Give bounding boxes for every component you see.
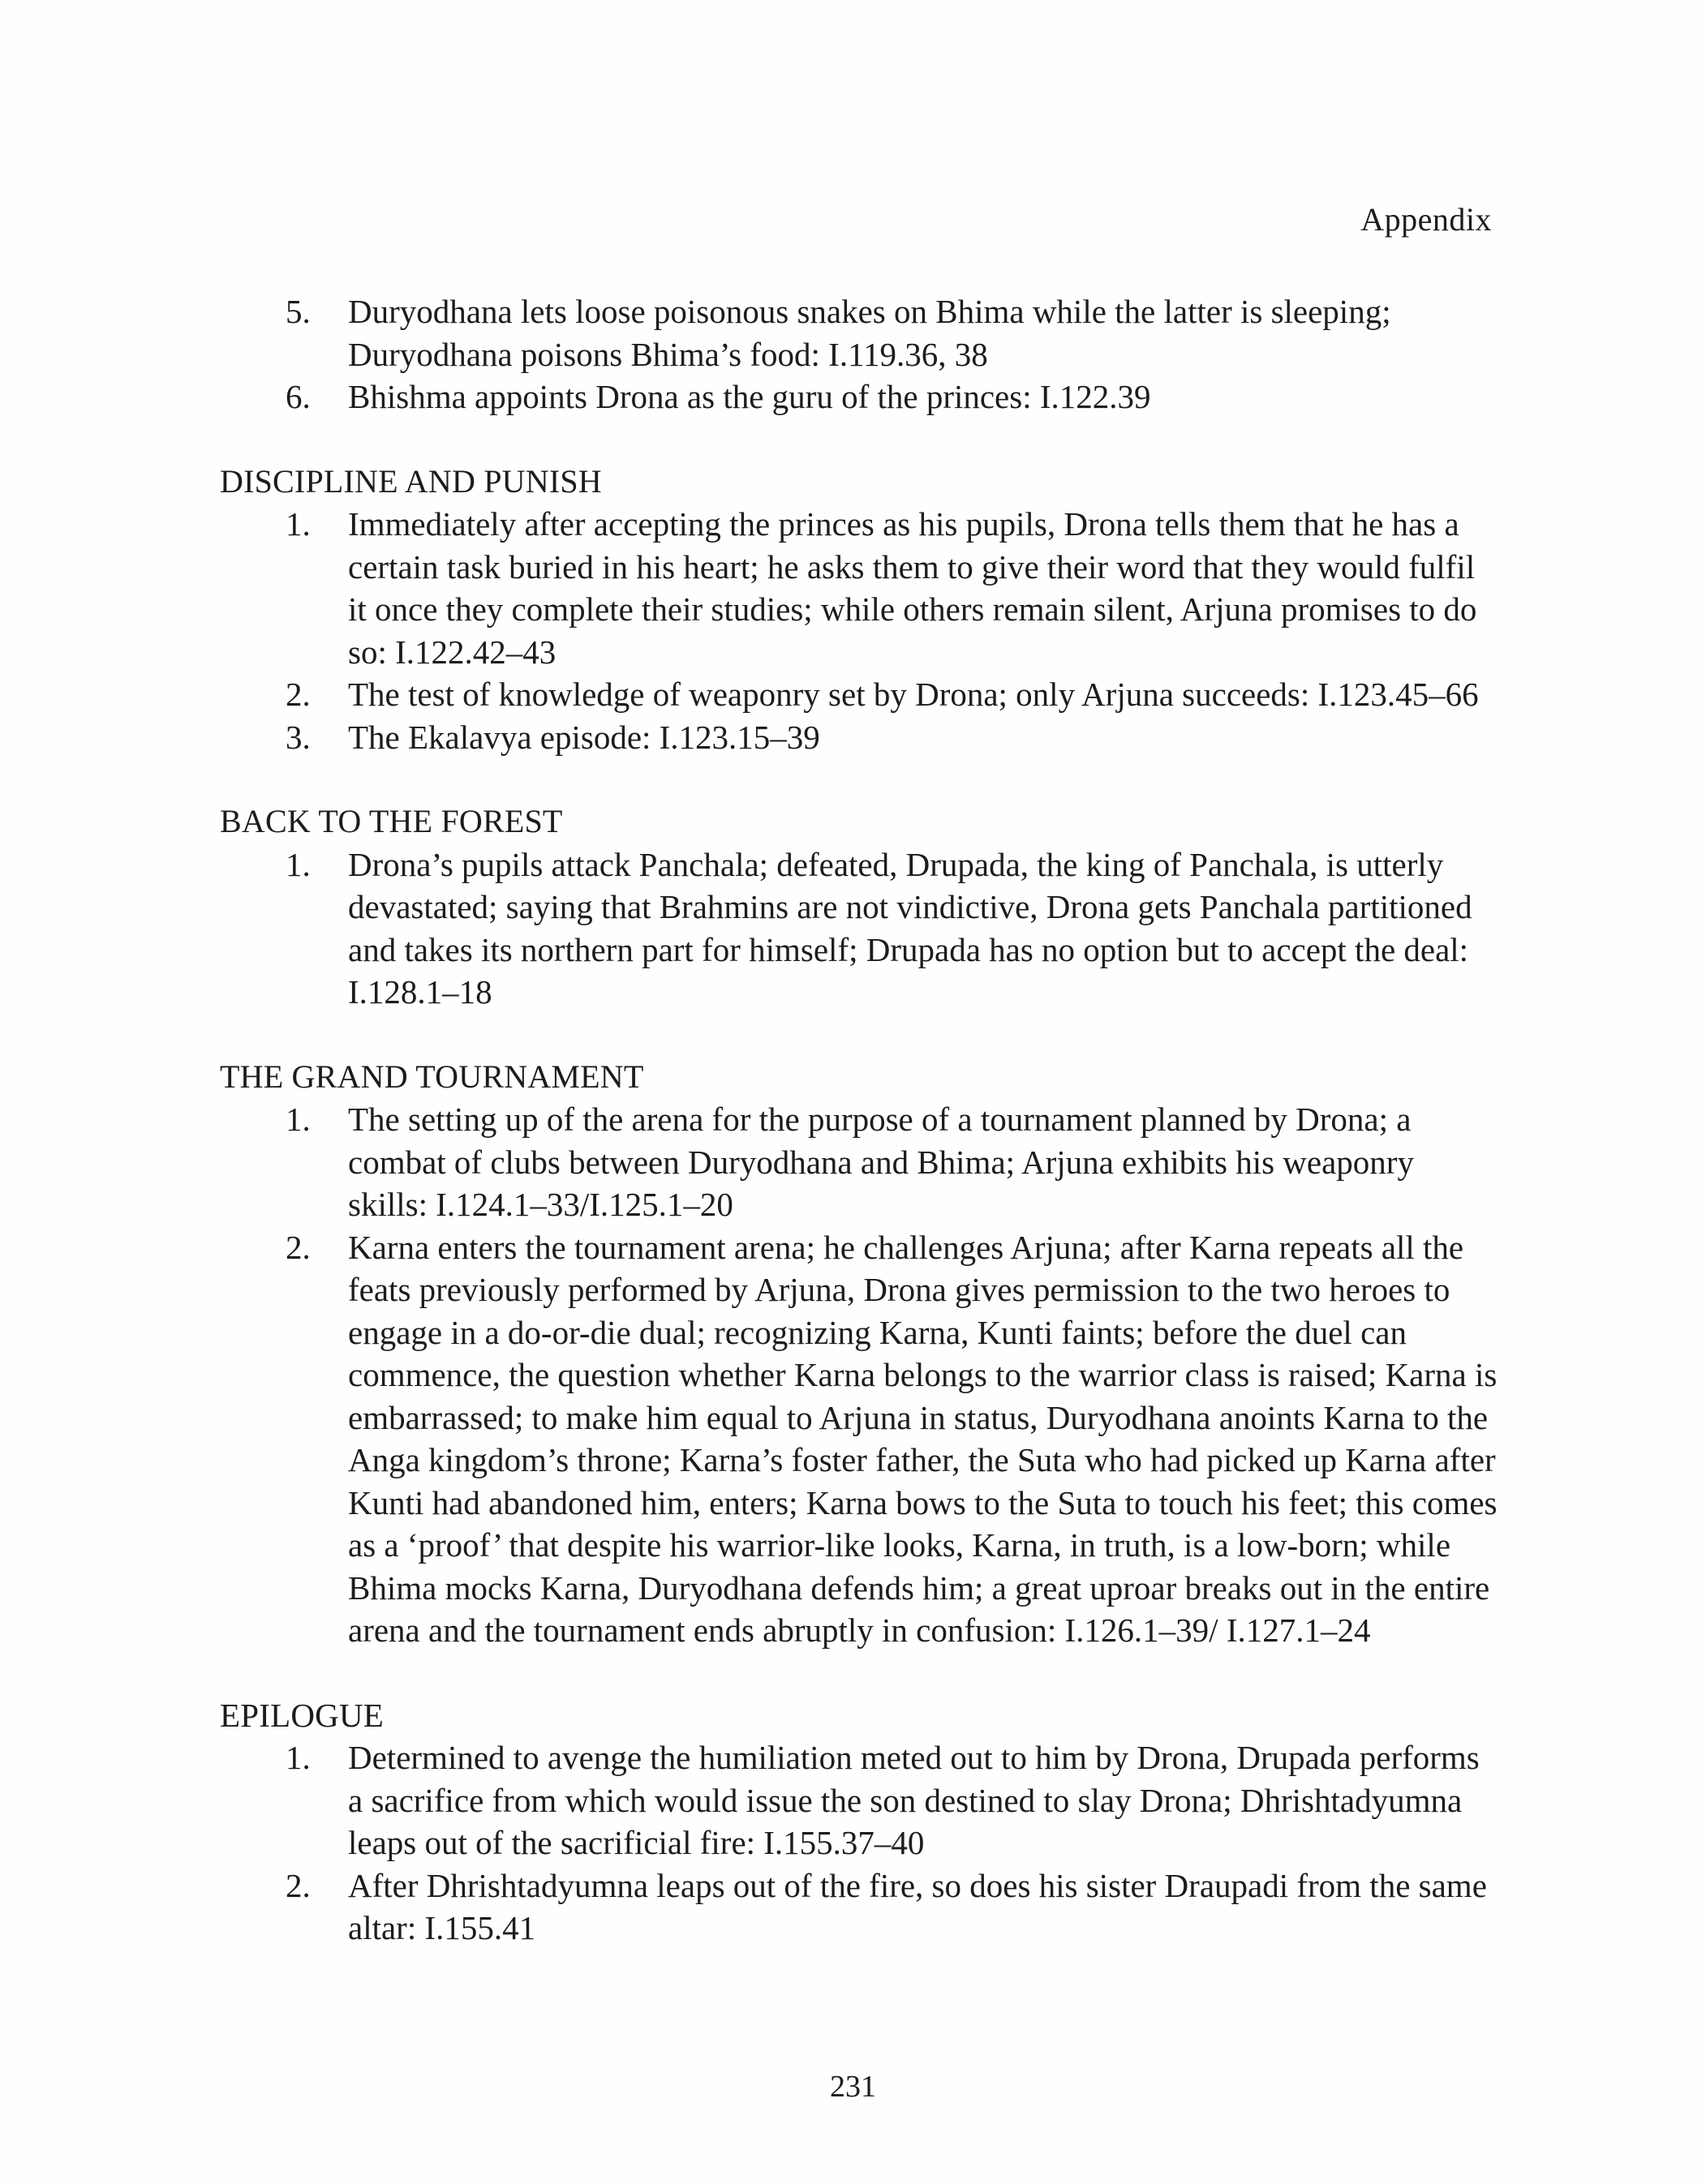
item-number: 5.: [286, 293, 311, 330]
list-item: [220, 1226, 1498, 1652]
item-text: Karna enters the tournament arena; he challenges Arjuna; after Karna repeats all the feats previously performed by Arjuna, Drona gives permission to the two heroes to engage in a do-or-die dual; recognizing Karna, Kunti faints; before the duel can commence, the question whether Karna belongs to the warrior class is raised; Karna is embarrassed; to make him equal to Arjuna in status, Duryodhana anoints Karna to the Anga kingdom’s throne; Karna’s foster father, the Suta who had picked up Karna after Kunti had abandoned him, enters; Karna bows to the Suta to touch his feet; this comes as a ‘proof’ that despite his warrior-like looks, Karna, in truth, is a low-born; while Bhima mocks Karna, Duryodhana defends him; a great uproar breaks out in the entire arena and the tournament ends abruptly in confusion: I.126.1–39/ I.127.1–24: [348, 1228, 1498, 1649]
item-number: 2.: [286, 676, 311, 713]
item-text: After Dhrishtadyumna leaps out of the fire, so does his sister Draupadi from the same altar: I.155.41: [348, 1866, 1487, 1946]
running-head: Appendix: [1360, 201, 1492, 238]
list-item: [220, 843, 1498, 1014]
section-heading: BACK TO THE FOREST: [220, 803, 563, 839]
item-text: The test of knowledge of weaponry set by Drona; only Arjuna succeeds: I.123.45–66: [348, 676, 1479, 713]
page-number: 231: [830, 2070, 876, 2104]
item-number: 6.: [286, 378, 311, 415]
section-list: [220, 503, 1498, 758]
list-item: [220, 716, 1498, 759]
page-content: [220, 290, 1498, 1950]
section-list: [220, 1098, 1498, 1652]
item-text: Duryodhana lets loose poisonous snakes on Bhima while the latter is sleeping; Duryodhana poisons Bhima’s food: I.119.36, 38: [348, 293, 1391, 373]
item-number: 2.: [286, 1866, 311, 1904]
item-number: 2.: [286, 1228, 311, 1266]
list-item: [220, 375, 1498, 418]
intro-list: [220, 290, 1498, 418]
section-heading: THE GRAND TOURNAMENT: [220, 1058, 644, 1095]
item-text: The setting up of the arena for the purpose of a tournament planned by Drona; a combat of clubs between Duryodhana and Bhima; Arjuna exhibits his weaponry skills: I.124.1–33/I.125.1–20: [348, 1101, 1414, 1223]
section-list: [220, 843, 1498, 1014]
section-discipline-and-punish: [220, 461, 1498, 759]
item-number: 3.: [286, 718, 311, 756]
item-text: The Ekalavya episode: I.123.15–39: [348, 718, 820, 756]
item-number: 1.: [286, 505, 311, 543]
section-list: [220, 1736, 1498, 1950]
list-item: [220, 290, 1498, 375]
list-item: [220, 503, 1498, 673]
section-the-grand-tournament: [220, 1056, 1498, 1652]
item-number: 1.: [286, 1101, 311, 1138]
list-item: [220, 1736, 1498, 1864]
list-item: [220, 1098, 1498, 1226]
section-heading: DISCIPLINE AND PUNISH: [220, 462, 602, 500]
item-number: 1.: [286, 845, 311, 883]
item-text: Immediately after accepting the princes as his pupils, Drona tells them that he has a certain task buried in his heart; he asks them to give their word that they would fulfil it once they complete their studies; while others remain silent, Arjuna promises to do so: I.122.42–43: [348, 505, 1477, 671]
item-text: Drona’s pupils attack Panchala; defeated, Drupada, the king of Panchala, is utterly devastated; saying that Brahmins are not vindictive, Drona gets Panchala partitioned and takes its northern part for himself; Drupada has no option but to accept the deal: I.128.1–18: [348, 845, 1472, 1010]
item-text: Bhishma appoints Drona as the guru of the princes: I.122.39: [348, 378, 1151, 415]
list-item: [220, 673, 1498, 716]
section-heading: EPILOGUE: [220, 1696, 385, 1734]
section-epilogue: [220, 1694, 1498, 1950]
section-back-to-the-forest: [220, 800, 1498, 1014]
item-text: Determined to avenge the humiliation meted out to him by Drona, Drupada performs a sacrifice from which would issue the son destined to slay Drona; Dhrishtadyumna leaps out of the sacrificial fire: I.155.37–40: [348, 1739, 1480, 1861]
item-number: 1.: [286, 1739, 311, 1776]
list-item: [220, 1864, 1498, 1950]
